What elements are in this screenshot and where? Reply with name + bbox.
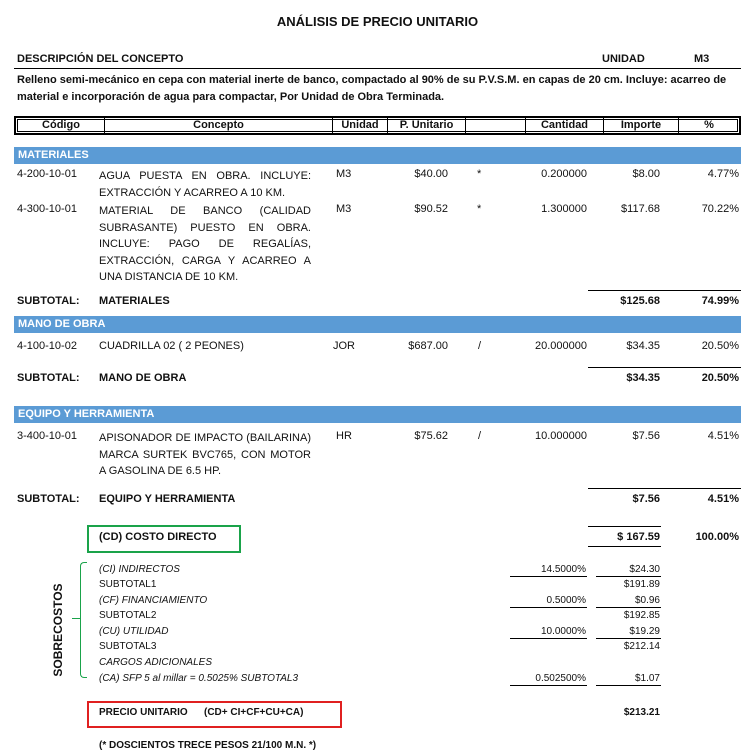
- row-concept: MATERIAL DE BANCO (CALIDAD SUBRASANTE) PUESTO EN OBRA. INCLUYE: PAGO DE REGALÍAS, EXTRACCIÓN, CARGA Y ACARREO A UNA DISTANCIA DE 10 KM.: [99, 205, 311, 283]
- subtotal-amount: $7.56: [632, 493, 660, 505]
- ci-pct: 14.5000%: [540, 564, 586, 575]
- costo-directo-pct: 100.00%: [695, 531, 739, 543]
- ci-amount-line: [596, 576, 661, 577]
- row-pct: 20.50%: [701, 340, 739, 352]
- sub2-label: SUBTOTAL2: [99, 610, 157, 621]
- sub1-amount: $191.89: [623, 579, 660, 590]
- subtotal-label: SUBTOTAL:: [17, 372, 80, 384]
- row-qty: 1.300000: [541, 203, 587, 215]
- ca-label: (CA) SFP 5 al millar = 0.5025% SUBTOTAL3: [99, 673, 299, 684]
- row-price: $687.00: [408, 340, 448, 352]
- row-code: 4-200-10-01: [17, 168, 77, 180]
- row-op: /: [478, 340, 482, 352]
- ca-amount: $1.07: [634, 673, 660, 684]
- cargos-label: CARGOS ADICIONALES: [99, 657, 212, 668]
- subtotal-line: [588, 290, 741, 291]
- row-pct: 4.51%: [707, 430, 739, 442]
- header-blank: [466, 118, 526, 133]
- section-equipo: EQUIPO Y HERRAMIENTA: [14, 406, 741, 423]
- subtotal-label: SUBTOTAL:: [17, 493, 80, 505]
- sub2-amount: $192.85: [623, 610, 660, 621]
- row-price: $90.52: [414, 203, 448, 215]
- sobrecostos-label: SOBRECOSTOS: [51, 583, 65, 677]
- bracket-tip: [72, 618, 80, 619]
- row-op: /: [478, 430, 482, 442]
- divider: [14, 68, 741, 69]
- row-price: $40.00: [414, 168, 448, 180]
- ca-pct: 0.502500%: [535, 673, 586, 684]
- subtotal-pct: 4.51%: [707, 493, 739, 505]
- cf-amount: $0.96: [634, 595, 660, 606]
- header-unidad: Unidad: [333, 118, 388, 133]
- row-code: 4-300-10-01: [17, 203, 77, 215]
- cu-amount: $19.29: [629, 626, 660, 637]
- costo-directo-label: (CD) COSTO DIRECTO: [99, 531, 217, 543]
- row-amount: $117.68: [621, 203, 660, 215]
- costo-directo-amount: $ 167.59: [617, 531, 660, 543]
- ca-pct-line: [510, 685, 587, 686]
- row-pct: 70.22%: [701, 203, 739, 215]
- subtotal-amount: $125.68: [620, 295, 660, 307]
- row-price: $75.62: [414, 430, 448, 442]
- row-qty: 10.000000: [535, 430, 587, 442]
- precio-unitario-formula: (CD+ CI+CF+CU+CA): [204, 707, 304, 718]
- header-pct: %: [704, 119, 714, 131]
- cd-underline: [588, 546, 661, 547]
- row-concept: AGUA PUESTA EN OBRA. INCLUYE: EXTRACCIÓN Y ACARREO A 10 KM.: [99, 170, 311, 199]
- row-code: 3-400-10-01: [17, 430, 77, 442]
- row-unit: JOR: [333, 340, 355, 352]
- cu-label: (CU) UTILIDAD: [99, 626, 169, 637]
- precio-unitario-label: PRECIO UNITARIO: [99, 707, 188, 718]
- row-op: *: [477, 203, 482, 215]
- row-amount: $7.56: [632, 430, 660, 442]
- concept-description: Relleno semi-mecánico en cepa con material inerte de banco, compactado al 90% de su P.V.S.M. en capas de 20 cm. Incluye: acarreo de material e incorporación de agua para compactar, Por Unidad de Obra Terminada.: [17, 74, 727, 103]
- subtotal-line: [588, 367, 741, 368]
- cu-pct: 10.0000%: [540, 626, 586, 637]
- subtotal-line: [588, 488, 741, 489]
- header-codigo: Código: [18, 118, 105, 133]
- row-qty: 20.000000: [535, 340, 587, 352]
- cf-amount-line: [596, 607, 661, 608]
- row-concept: APISONADOR DE IMPACTO (BAILARINA) MARCA SURTEK BVC765, CON MOTOR A GASOLINA DE 6.5 HP.: [99, 432, 311, 477]
- row-unit: M3: [336, 168, 352, 180]
- desc-label: DESCRIPCIÓN DEL CONCEPTO: [17, 53, 184, 65]
- sub1-label: SUBTOTAL1: [99, 579, 157, 590]
- section-materiales: MATERIALES: [14, 147, 741, 164]
- header-cantidad: Cantidad: [526, 118, 604, 133]
- subtotal-name: MANO DE OBRA: [99, 372, 187, 384]
- unidad-value: M3: [694, 53, 710, 65]
- cf-pct-line: [510, 607, 587, 608]
- unidad-label: UNIDAD: [602, 53, 645, 65]
- cu-amount-line: [596, 638, 661, 639]
- importe-con-letra: (* DOSCIENTOS TRECE PESOS 21/100 M.N. *): [99, 740, 317, 751]
- cu-pct-line: [510, 638, 587, 639]
- ci-amount: $24.30: [629, 564, 660, 575]
- row-qty: 0.200000: [541, 168, 587, 180]
- ci-label: (CI) INDIRECTOS: [99, 564, 180, 575]
- row-pct: 4.77%: [707, 168, 739, 180]
- table-header: [14, 116, 741, 135]
- subtotal-pct: 74.99%: [701, 295, 739, 307]
- ca-amount-line: [596, 685, 661, 686]
- subtotal-name: EQUIPO Y HERRAMIENTA: [99, 493, 236, 505]
- cd-line: [588, 526, 661, 527]
- subtotal-name: MATERIALES: [99, 295, 170, 307]
- subtotal-pct: 20.50%: [701, 372, 739, 384]
- row-code: 4-100-10-02: [17, 340, 77, 352]
- row-unit: M3: [336, 203, 352, 215]
- cf-label: (CF) FINANCIAMIENTO: [99, 595, 208, 606]
- row-unit: HR: [336, 430, 352, 442]
- subtotal-amount: $34.35: [626, 372, 660, 384]
- sub3-label: SUBTOTAL3: [99, 641, 157, 652]
- row-amount: $8.00: [632, 168, 660, 180]
- page-title: ANÁLISIS DE PRECIO UNITARIO: [276, 14, 479, 29]
- row-amount: $34.35: [626, 340, 660, 352]
- row-concept: CUADRILLA 02 ( 2 PEONES): [99, 340, 244, 352]
- sobrecostos-bracket: [80, 562, 87, 678]
- header-concepto: Concepto: [105, 118, 333, 133]
- precio-unitario-amount: $213.21: [623, 707, 660, 718]
- header-punitario: P. Unitario: [388, 118, 466, 133]
- cf-pct: 0.5000%: [546, 595, 586, 606]
- sub3-amount: $212.14: [623, 641, 660, 652]
- section-mano-de-obra: MANO DE OBRA: [14, 316, 741, 333]
- ci-pct-line: [510, 576, 587, 577]
- row-op: *: [477, 168, 482, 180]
- subtotal-label: SUBTOTAL:: [17, 295, 80, 307]
- header-importe: Importe: [604, 118, 679, 133]
